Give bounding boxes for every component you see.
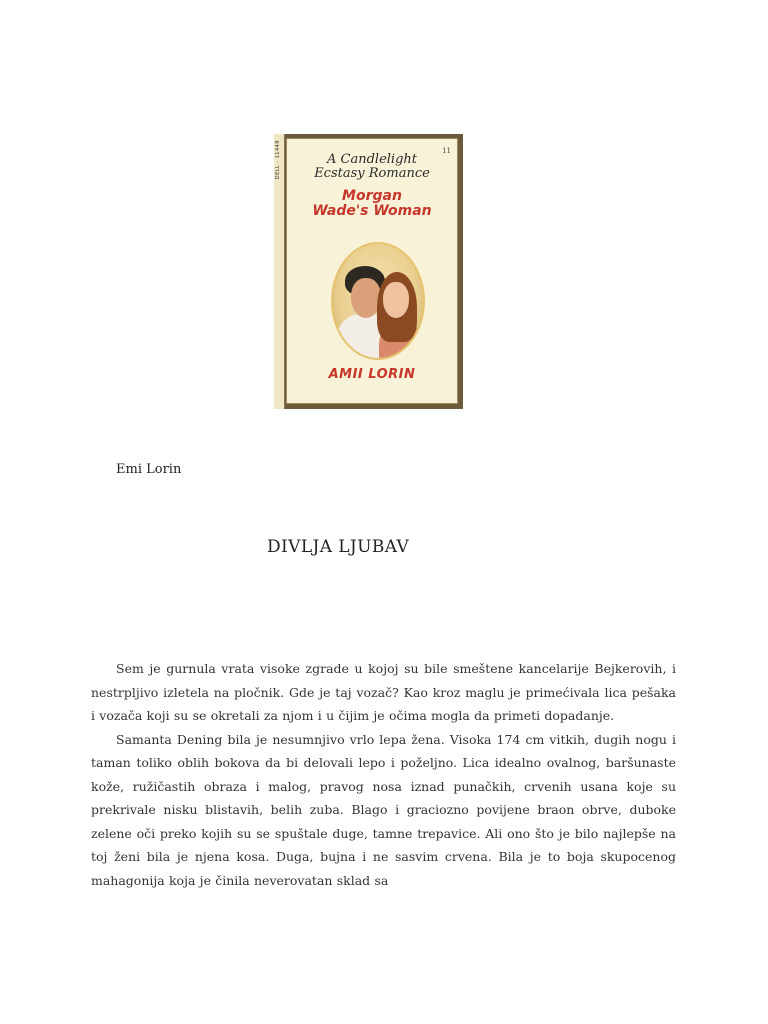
body-text [91,657,676,892]
cover-spine [274,134,285,409]
cover-series-line1: A Candlelight [327,152,417,167]
cover-series-line2: Ecstasy Romance [314,166,430,181]
book-cover-image [274,134,463,409]
cover-illustration-couple [331,242,425,360]
cover-face [286,138,458,404]
paragraph: Samanta Dening bila je nesumnjivo vrlo lepa žena. Visoka 174 cm vitkih, dugih nogu i taman toliko oblih bokova da bi delovali lepo i poželjno. Lica idealno ovalnog, baršunaste kože, ružičastih obraza i malog, pravog nosa iznad punačkih, crvenih usana koje su prekrivale nisku blistavih, belih zuba. Blago i graciozno povijene braon obrve, duboke zelene oči preko kojih su se spuštale duge, tamne trepavice. Ali ono što je bilo najlepše na toj ženi bila je njena kosa. Duga, bujna i ne sasvim crvena. Bila je to boja skupocenog mahagonija koja je činila neverovatan sklad sa [91,731,676,888]
cover-title-line1: Morgan [342,188,402,204]
cover-series-number: 11 [442,147,451,155]
book-title: DIVLJA LJUBAV [267,537,410,557]
cover-author: AMII LORIN [328,367,416,382]
author-name: Emi Lorin [116,462,182,477]
paragraph: Sem je gurnula vrata visoke zgrade u kojoj su bile smeštene kancelarije Bejkerovih, i nestrpljivo izletela na pločnik. Gde je taj vozač? Kao kroz maglu je primećivala lica pešaka i vozača koji su se okretali za njom i u čijim je očima mogla da primeti dopadanje. [91,661,676,723]
cover-title [287,189,457,219]
cover-title-line2: Wade's Woman [312,203,432,219]
cover-spine-text: DELL · 11449 [275,140,281,180]
cover-series-logo [287,153,457,181]
illustration-woman-face [383,282,409,318]
